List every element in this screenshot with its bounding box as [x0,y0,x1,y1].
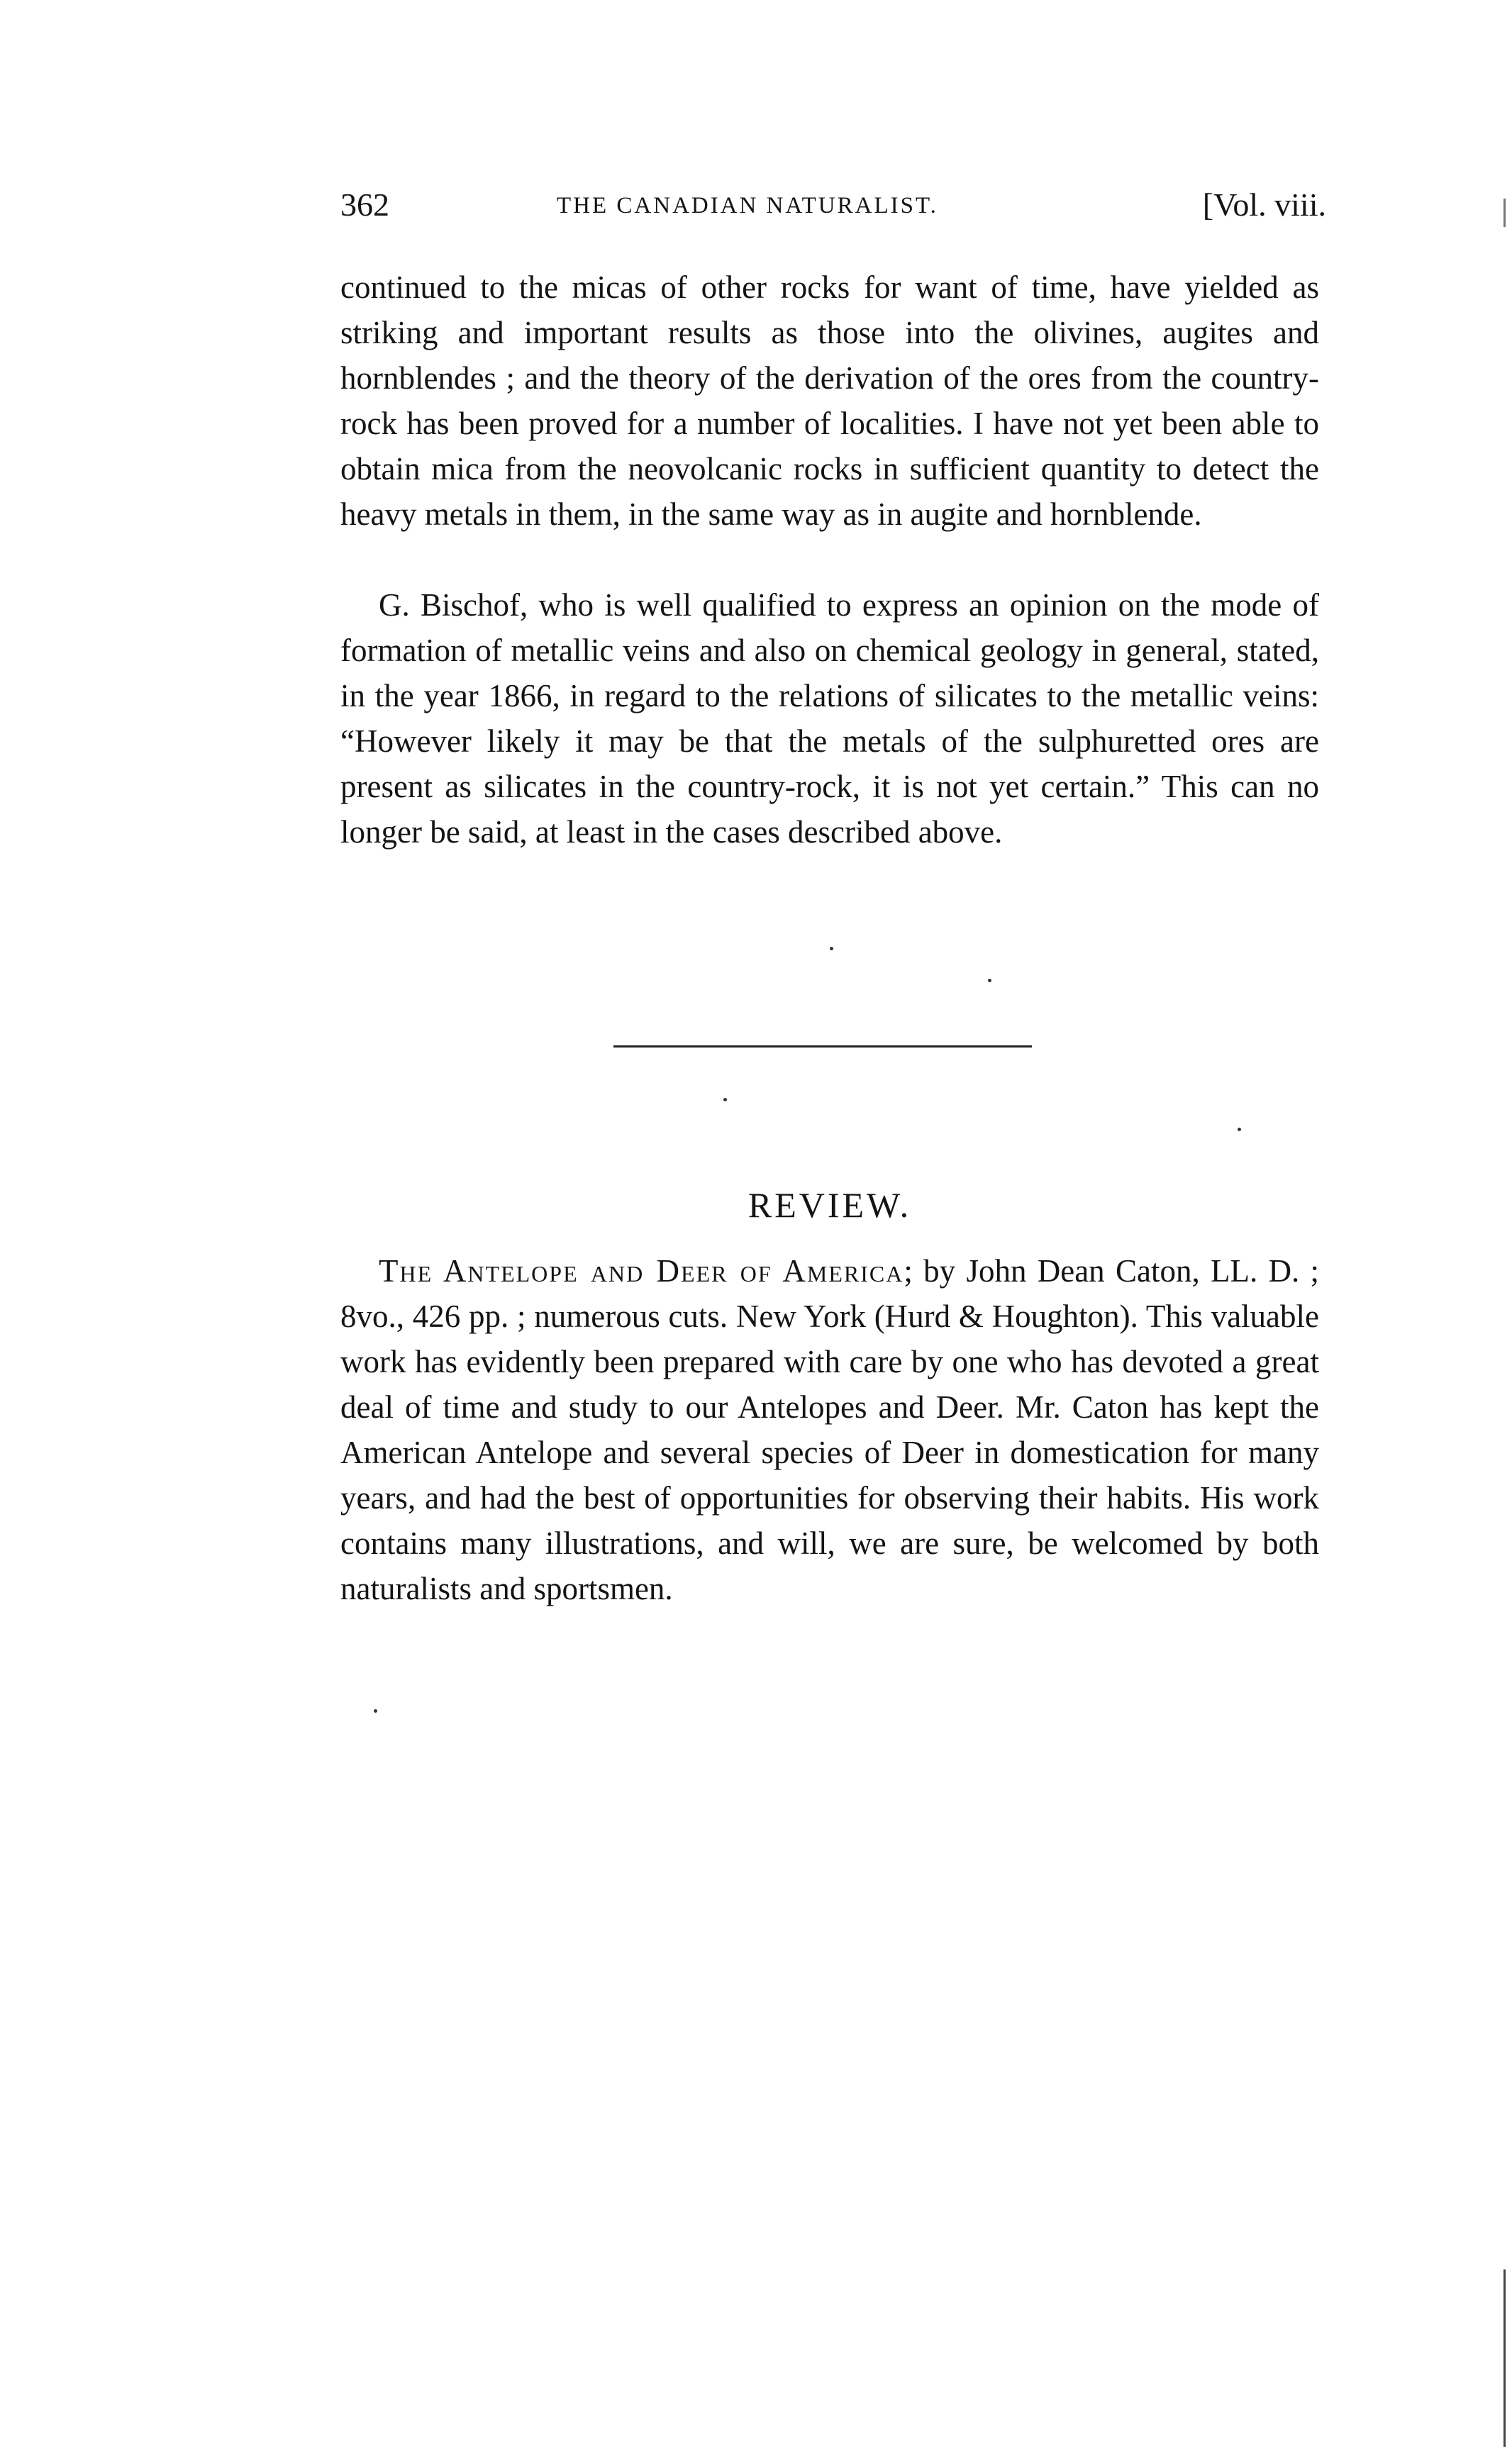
review-book-title: The Antelope and Deer of America [379,1253,904,1289]
paragraph-bischof: G. Bischof, who is well qualified to express an opinion on the mode of formation of metallic veins and also on chemical geology in general, stated, in the year 1866, in regard to the relations of silicates to the metallic veins: “However likely it may be that the metals of the sulphuretted ores are present as silicates in the country-rock, it is not yet certain.” This can no longer be said, at least in the cases described above. [340,587,1319,850]
print-speck [723,1098,727,1101]
review-heading: REVIEW. [747,1185,912,1225]
journal-title: THE CANADIAN NATURALIST. [557,193,938,218]
running-head [340,186,1326,235]
print-speck [1238,1128,1241,1131]
scan-edge-mark [1503,199,1506,227]
paragraph-continued: continued to the micas of other rocks for want of time, have yielded as striking and important results as those into the olivines, augites and hornblendes ; and the theory of the derivation of the ores from the country-rock has been proved for a number of localities. I have not yet been able to obtain mica from the neovolcanic rocks in sufficient quantity to detect the heavy metals in them, in the same way as in augite and hornblende. [340,270,1319,532]
volume-label: [Vol. viii. [1202,187,1326,223]
scan-edge-bar [1503,2269,1506,2447]
print-speck [988,979,991,982]
print-speck [374,1709,377,1713]
review-paragraph [340,1248,1319,1611]
section-divider [613,1045,1032,1048]
print-speck [830,947,833,950]
page-number: 362 [340,187,389,223]
review-text: ; by John Dean Caton, LL. D. ; 8vo., 426 pp. ; numerous cuts. New York (Hurd & Houghton). This valuable work has evidently been prepared with care by one who has devoted a great deal of time and study to our Antelopes and Deer. Mr. Caton has kept the American Antelope and several species of Deer in domestication for many years, and had the best of opportunities for observing their habits. His work contains many illustrations, and will, we are sure, be welcomed by both naturalists and sportsmen. [340,1253,1319,1606]
